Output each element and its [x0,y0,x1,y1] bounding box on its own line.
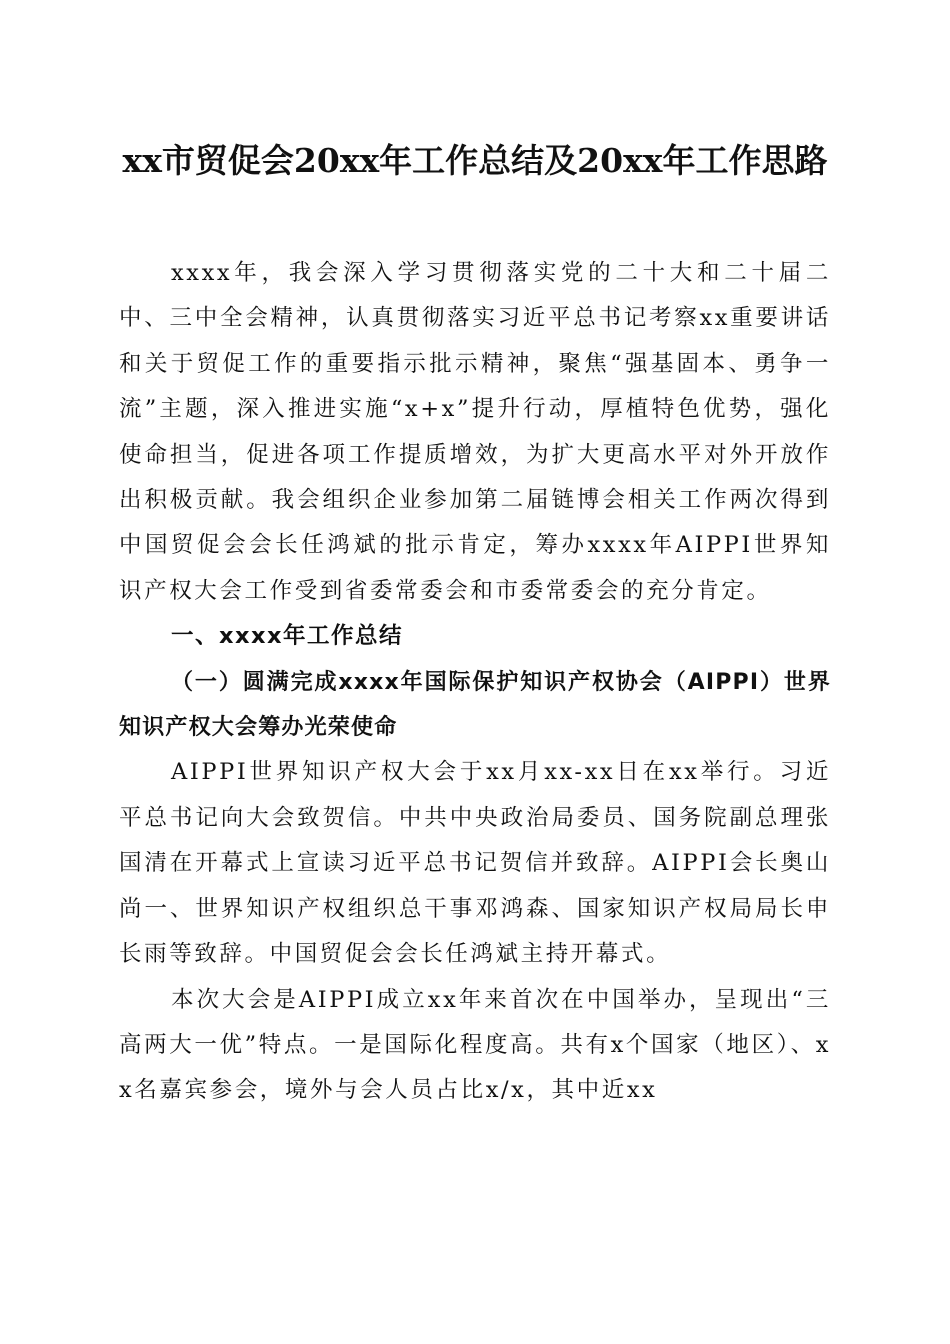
intro-paragraph: xxxx年，我会深入学习贯彻落实党的二十大和二十届二中、三中全会精神，认真贯彻落实习近平总书记考察xx重要讲话和关于贸促工作的重要指示批示精神，聚焦“强基固本、勇争一流”主题，深入推进实施“x+x”提升行动，厚植特色优势，强化使命担当，促进各项工作提质增效，为扩大更高水平对外开放作出积极贡献。我会组织企业参加第二届链博会相关工作两次得到中国贸促会会长任鸿斌的批示肯定，筹办xxxx年AIPPI世界知识产权大会工作受到省委常委会和市委常委会的充分肯定。 [119,260,831,604]
congress-features-paragraph: 本次大会是AIPPI成立xx年来首次在中国举办，呈现出“三高两大一优”特点。一是国际化程度高。共有x个国家（地区）、xx名嘉宾参会，境外与会人员占比x/x，其中近xx [119,986,831,1104]
document-body [119,251,831,1114]
subsection-heading-1-1: （一）圆满完成xxxx年国际保护知识产权协会（AIPPI）世界知识产权大会筹办光荣使命 [119,669,831,741]
document-title: xx市贸促会20xx年工作总结及20xx年工作思路 [122,141,828,180]
aippi-congress-paragraph: AIPPI世界知识产权大会于xx月xx-xx日在xx举行。习近平总书记向大会致贺信。中共中央政治局委员、国务院副总理张国清在开幕式上宣读习近平总书记贺信并致辞。AIPPI会长奥山尚一、世界知识产权组织总干事邓鸿森、国家知识产权局局长申长雨等致辞。中国贸促会会长任鸿斌主持开幕式。 [119,759,831,968]
section-heading-1: 一、xxxx年工作总结 [171,623,404,650]
